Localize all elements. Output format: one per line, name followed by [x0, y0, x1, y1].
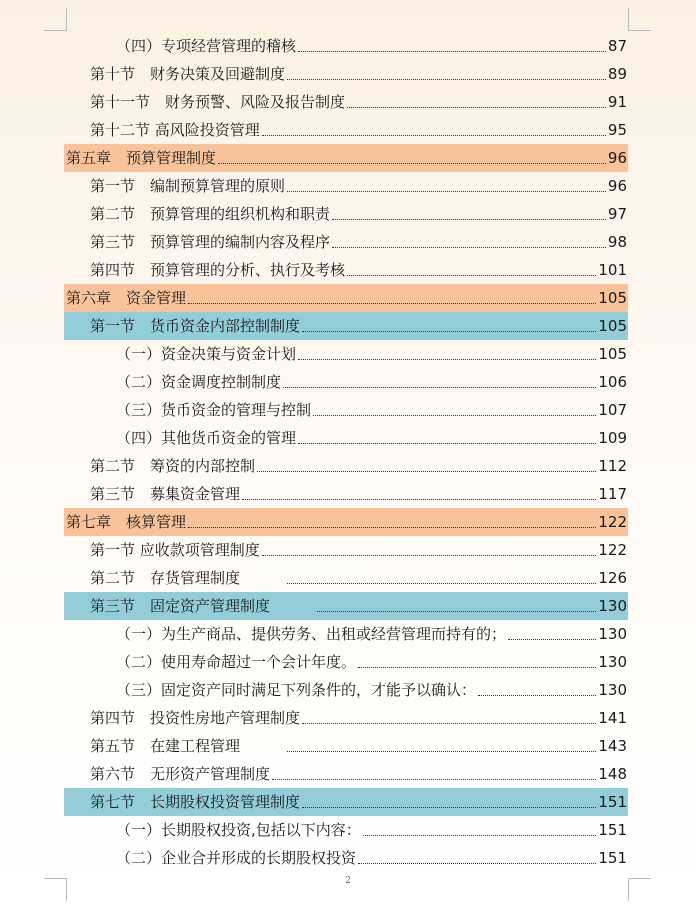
toc-entry-page-number: 101	[598, 261, 627, 279]
toc-dot-leader	[218, 162, 606, 164]
toc-entry-title: 第十二节 高风险投资管理	[90, 121, 260, 139]
toc-dot-leader	[302, 806, 596, 808]
toc-dot-leader	[332, 246, 606, 248]
toc-section-entry[interactable]	[64, 172, 628, 200]
toc-entry-title: 第五节 在建工程管理	[90, 737, 286, 755]
toc-dot-leader	[262, 554, 597, 556]
toc-entry-page-number: 130	[598, 597, 627, 615]
toc-entry-page-number: 143	[598, 737, 627, 755]
toc-section-entry[interactable]	[64, 480, 628, 508]
toc-entry-page-number: 151	[598, 849, 627, 867]
toc-entry-page-number: 122	[598, 513, 627, 531]
toc-entry-page-number: 105	[598, 289, 627, 307]
toc-entry-page-number: 112	[598, 457, 627, 475]
crop-mark-top-right	[628, 8, 651, 31]
toc-dot-leader	[363, 834, 597, 836]
toc-section-entry[interactable]	[64, 256, 628, 284]
toc-entry-page-number: 107	[598, 401, 627, 419]
toc-section-entry[interactable]	[64, 788, 628, 816]
toc-dot-leader	[287, 582, 596, 584]
toc-entry-page-number: 98	[607, 233, 627, 251]
toc-entry-page-number: 109	[598, 429, 627, 447]
table-of-contents	[64, 32, 628, 872]
toc-entry-title: 第三节 募集资金管理	[90, 485, 241, 503]
toc-section-entry[interactable]	[64, 452, 628, 480]
toc-entry-title: 第二节 存货管理制度	[90, 569, 286, 587]
toc-entry-title: 第三节 预算管理的编制内容及程序	[90, 233, 331, 251]
toc-subsection-entry[interactable]	[64, 676, 628, 704]
toc-entry-title: 第一节 货币资金内部控制制度	[90, 317, 301, 335]
toc-dot-leader	[242, 498, 596, 500]
toc-entry-title: 第十节 财务决策及回避制度	[90, 65, 286, 83]
toc-section-entry[interactable]	[64, 88, 628, 116]
toc-subsection-entry[interactable]	[64, 396, 628, 424]
toc-section-entry[interactable]	[64, 564, 628, 592]
toc-entry-page-number: 126	[598, 569, 627, 587]
toc-entry-title: 第六章 资金管理	[66, 289, 187, 307]
toc-dot-leader	[257, 470, 596, 472]
toc-dot-leader	[332, 218, 606, 220]
toc-entry-title: （三）固定资产同时满足下列条件的，才能予以确认：	[116, 681, 477, 699]
toc-entry-title: （二）企业合并形成的长期股权投资	[116, 849, 357, 867]
toc-entry-page-number: 106	[598, 373, 627, 391]
toc-subsection-entry[interactable]	[64, 844, 628, 872]
toc-entry-title: 第一节 应收款项管理制度	[90, 541, 260, 559]
toc-section-entry[interactable]	[64, 312, 628, 340]
toc-dot-leader	[317, 610, 596, 612]
toc-subsection-entry[interactable]	[64, 340, 628, 368]
toc-section-entry[interactable]	[64, 200, 628, 228]
toc-dot-leader	[287, 190, 606, 192]
toc-section-entry[interactable]	[64, 228, 628, 256]
toc-dot-leader	[262, 134, 606, 136]
toc-entry-title: 第十一节 财务预警、风险及报告制度	[90, 93, 346, 111]
toc-chapter-entry[interactable]	[64, 508, 628, 536]
toc-subsection-entry[interactable]	[64, 648, 628, 676]
toc-subsection-entry[interactable]	[64, 816, 628, 844]
toc-entry-title: 第四节 预算管理的分析、执行及考核	[90, 261, 346, 279]
toc-entry-page-number: 122	[598, 541, 627, 559]
toc-dot-leader	[302, 330, 596, 332]
toc-entry-title: （四）专项经营管理的稽核	[116, 37, 297, 55]
toc-entry-page-number: 95	[607, 121, 627, 139]
toc-dot-leader	[188, 302, 596, 304]
toc-entry-title: （三）货币资金的管理与控制	[116, 401, 312, 419]
toc-entry-title: 第三节 固定资产管理制度	[90, 597, 316, 615]
toc-entry-page-number: 96	[607, 149, 627, 167]
toc-entry-page-number: 130	[598, 653, 627, 671]
toc-entry-page-number: 151	[598, 821, 627, 839]
toc-entry-title: （四）其他货币资金的管理	[116, 429, 297, 447]
toc-entry-page-number: 130	[598, 625, 627, 643]
toc-subsection-entry[interactable]	[64, 32, 628, 60]
toc-entry-page-number: 96	[607, 177, 627, 195]
toc-dot-leader	[287, 750, 596, 752]
toc-entry-page-number: 97	[607, 205, 627, 223]
toc-section-entry[interactable]	[64, 116, 628, 144]
toc-chapter-entry[interactable]	[64, 144, 628, 172]
toc-entry-title: 第二节 预算管理的组织机构和职责	[90, 205, 331, 223]
toc-entry-page-number: 117	[598, 485, 627, 503]
toc-section-entry[interactable]	[64, 704, 628, 732]
toc-entry-page-number: 87	[607, 37, 627, 55]
toc-dot-leader	[478, 694, 596, 696]
toc-subsection-entry[interactable]	[64, 620, 628, 648]
toc-entry-title: 第五章 预算管理制度	[66, 149, 217, 167]
toc-entry-title: （一）为生产商品、提供劳务、出租或经营管理而持有的；	[116, 625, 507, 643]
footer-page-number: 2	[345, 876, 351, 886]
toc-dot-leader	[287, 78, 606, 80]
toc-entry-title: （一）长期股权投资,包括以下内容：	[116, 821, 361, 839]
toc-dot-leader	[508, 638, 596, 640]
toc-section-entry[interactable]	[64, 592, 628, 620]
toc-dot-leader	[283, 386, 596, 388]
toc-subsection-entry[interactable]	[64, 368, 628, 396]
toc-section-entry[interactable]	[64, 732, 628, 760]
toc-dot-leader	[298, 358, 596, 360]
toc-subsection-entry[interactable]	[64, 424, 628, 452]
toc-entry-title: 第四节 投资性房地产管理制度	[90, 709, 301, 727]
toc-entry-page-number: 130	[598, 681, 627, 699]
toc-entry-title: （一）资金决策与资金计划	[116, 345, 297, 363]
toc-entry-title: （二）资金调度控制制度	[116, 373, 282, 391]
toc-section-entry[interactable]	[64, 760, 628, 788]
toc-dot-leader	[298, 50, 606, 52]
toc-entry-page-number: 89	[607, 65, 627, 83]
toc-entry-page-number: 105	[598, 345, 627, 363]
toc-entry-page-number: 141	[598, 709, 627, 727]
toc-dot-leader	[188, 526, 596, 528]
toc-entry-page-number: 151	[598, 793, 627, 811]
toc-dot-leader	[302, 722, 596, 724]
toc-entry-title: 第二节 筹资的内部控制	[90, 457, 256, 475]
toc-entry-title: 第六节 无形资产管理制度	[90, 765, 271, 783]
toc-entry-title: （二）使用寿命超过一个会计年度。	[116, 653, 357, 671]
toc-entry-title: 第七节 长期股权投资管理制度	[90, 793, 301, 811]
toc-dot-leader	[358, 666, 596, 668]
toc-dot-leader	[347, 274, 596, 276]
toc-entry-title: 第七章 核算管理	[66, 513, 187, 531]
toc-section-entry[interactable]	[64, 536, 628, 564]
crop-mark-top-left	[44, 8, 67, 31]
toc-entry-page-number: 148	[598, 765, 627, 783]
toc-dot-leader	[298, 442, 596, 444]
toc-entry-title: 第一节 编制预算管理的原则	[90, 177, 286, 195]
toc-entry-page-number: 105	[598, 317, 627, 335]
toc-dot-leader	[347, 106, 606, 108]
toc-chapter-entry[interactable]	[64, 284, 628, 312]
toc-entry-page-number: 91	[607, 93, 627, 111]
toc-dot-leader	[313, 414, 596, 416]
toc-dot-leader	[272, 778, 596, 780]
toc-dot-leader	[358, 862, 596, 864]
toc-section-entry[interactable]	[64, 60, 628, 88]
